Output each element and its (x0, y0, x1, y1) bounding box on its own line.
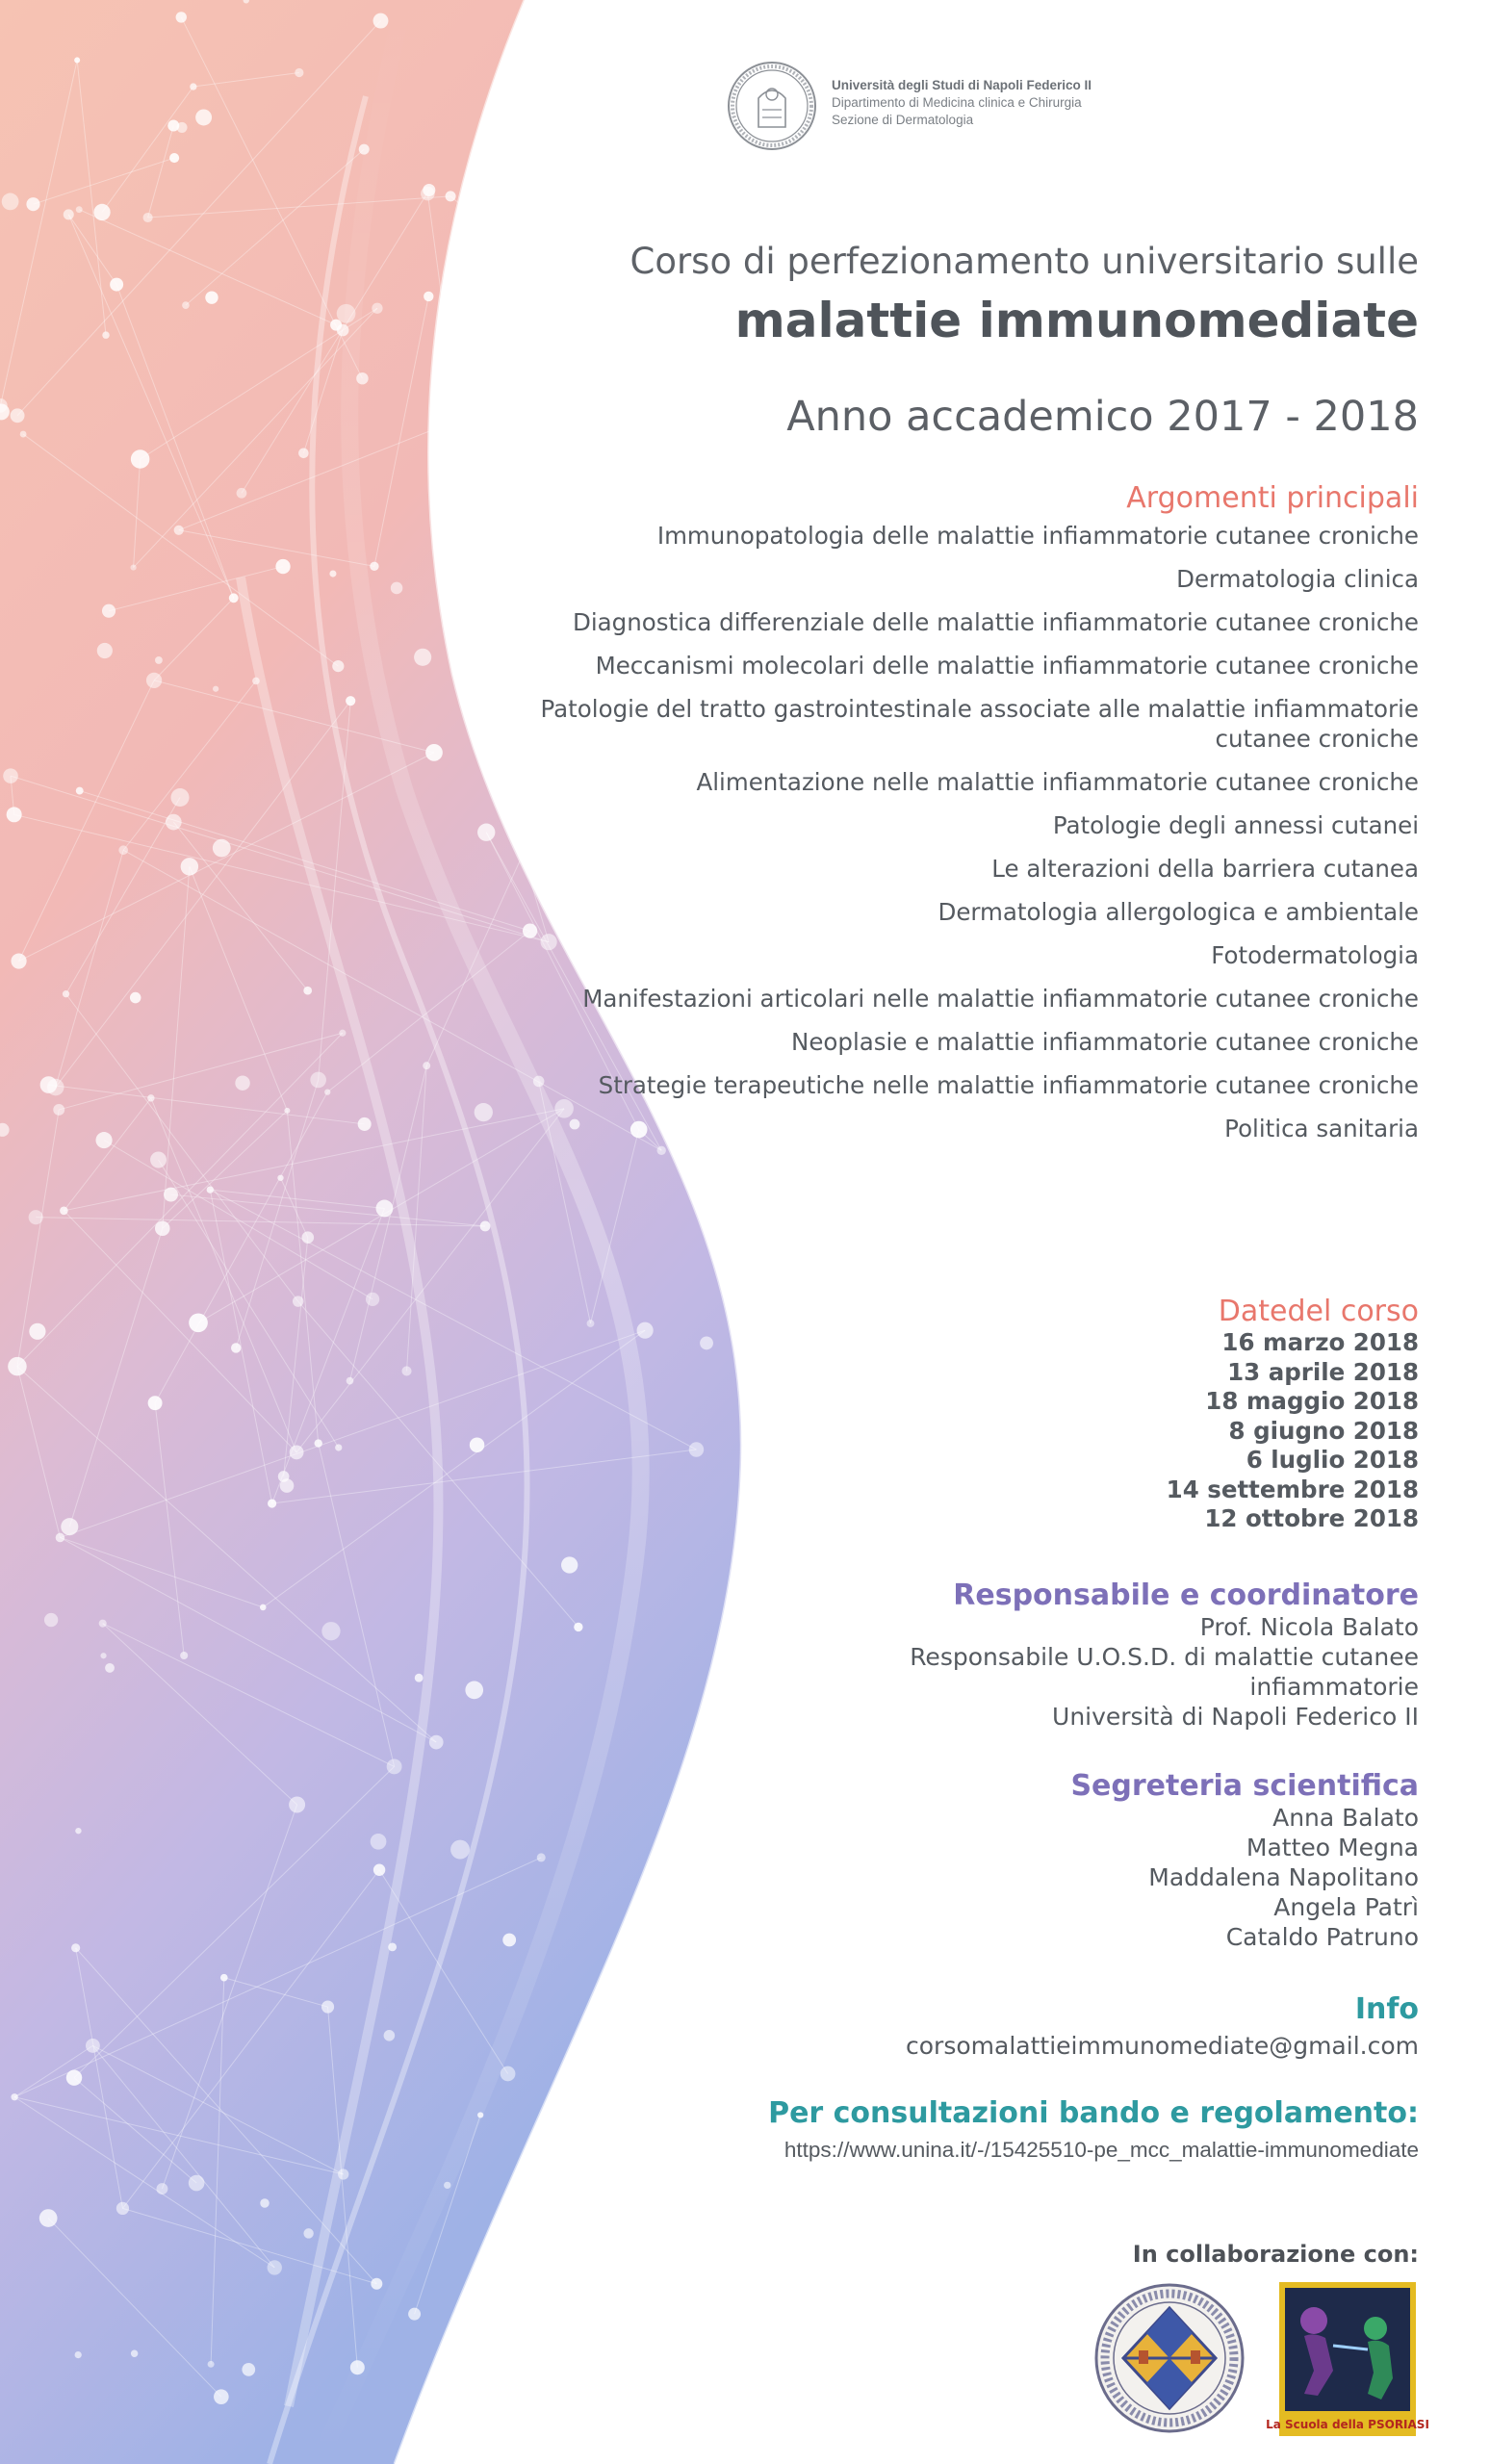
topic-item: Le alterazioni della barriera cutanea (991, 855, 1419, 883)
secretariat-name: Cataldo Patruno (1225, 1923, 1419, 1951)
department-name: Dipartimento di Medicina clinica e Chirurgia (832, 95, 1082, 110)
university-seal-icon (726, 60, 818, 152)
topic-item: Manifestazioni articolari nelle malattie infiammatorie cutanee croniche (582, 985, 1419, 1013)
secretariat-name: Angela Patrì (1273, 1893, 1419, 1921)
psoriasis-logo-text: La Scuola della PSORIASI (1266, 2418, 1429, 2431)
bando-heading: Per consultazioni bando e regolamento: (768, 2096, 1419, 2130)
course-date: 18 maggio 2018 (1205, 1387, 1419, 1415)
secretariat-heading: Segreteria scientifica (1070, 1769, 1419, 1803)
university-header (726, 60, 1419, 175)
course-date: 8 giugno 2018 (1228, 1416, 1419, 1445)
course-date: 12 ottobre 2018 (1204, 1504, 1419, 1532)
topic-item: Strategie terapeutiche nelle malattie infiammatorie cutanee croniche (598, 1071, 1419, 1099)
course-date: 13 aprile 2018 (1227, 1357, 1419, 1386)
psoriasis-school-logo (1266, 2278, 1429, 2440)
partner-seal-logo (1092, 2281, 1246, 2435)
secretariat-name: Maddalena Napolitano (1148, 1863, 1419, 1891)
dates-heading: Datedel corso (1218, 1295, 1419, 1328)
topic-item: Patologie degli annessi cutanei (1052, 811, 1419, 839)
responsible-line: infiammatorie (1249, 1673, 1419, 1701)
course-date: 6 luglio 2018 (1246, 1446, 1419, 1474)
topic-item: Dermatologia clinica (1176, 565, 1419, 593)
course-date: 16 marzo 2018 (1221, 1328, 1419, 1356)
topics-list (514, 521, 1419, 1143)
secretariat-section (1070, 1769, 1419, 1952)
topic-item: Alimentazione nelle malattie infiammatorie cutanee croniche (696, 768, 1419, 796)
topics-section (514, 481, 1419, 1157)
responsible-line: Prof. Nicola Balato (1199, 1613, 1419, 1641)
info-email-link[interactable]: corsomalattieimmunomediate@gmail.com (906, 2032, 1419, 2060)
bando-url-link[interactable]: https://www.unina.it/-/15425510-pe_mcc_malattie-immunomediate (784, 2138, 1419, 2162)
gradient-wave (0, 0, 741, 2464)
university-name: Università degli Studi di Napoli Federico II (832, 78, 1092, 92)
secretariat-name: Matteo Megna (1246, 1834, 1419, 1861)
dates-section (1167, 1295, 1419, 1534)
course-title-line2: malattie immunomediate (734, 293, 1419, 348)
topic-item: Immunopatologia delle malattie infiammatorie cutanee croniche (656, 522, 1419, 550)
info-heading: Info (1354, 1992, 1419, 2026)
topic-item: Politica sanitaria (1224, 1115, 1419, 1142)
topic-item: Fotodermatologia (1211, 941, 1419, 969)
course-date: 14 settembre 2018 (1166, 1475, 1419, 1503)
secretariat-name: Anna Balato (1272, 1804, 1419, 1832)
topics-heading: Argomenti principali (1126, 481, 1419, 515)
topic-item: Dermatologia allergologica e ambientale (938, 898, 1419, 926)
responsible-line: Responsabile U.O.S.D. di malattie cutanee (910, 1643, 1419, 1671)
responsible-heading: Responsabile e coordinatore (953, 1578, 1419, 1612)
collaboration-label: In collaborazione con: (1132, 2241, 1419, 2268)
info-section (906, 1992, 1419, 2060)
dates-list (1167, 1328, 1419, 1534)
bando-section (768, 2096, 1419, 2163)
topic-item: Neoplasie e malattie infiammatorie cutanee croniche (791, 1028, 1419, 1056)
topic-item: Patologie del tratto gastrointestinale associate alle malattie infiammatorie cutanee croniche (540, 695, 1419, 753)
responsible-section (910, 1578, 1419, 1732)
topic-item: Meccanismi molecolari delle malattie infiammatorie cutanee croniche (595, 652, 1419, 680)
course-title-line1: Corso di perfezionamento universitario sulle (629, 241, 1419, 282)
academic-year: Anno accademico 2017 - 2018 (786, 393, 1419, 441)
university-text (832, 77, 1092, 129)
responsible-line: Università di Napoli Federico II (1052, 1703, 1419, 1731)
section-name: Sezione di Dermatologia (832, 113, 974, 127)
topic-item: Diagnostica differenziale delle malattie infiammatorie cutanee croniche (572, 608, 1419, 636)
